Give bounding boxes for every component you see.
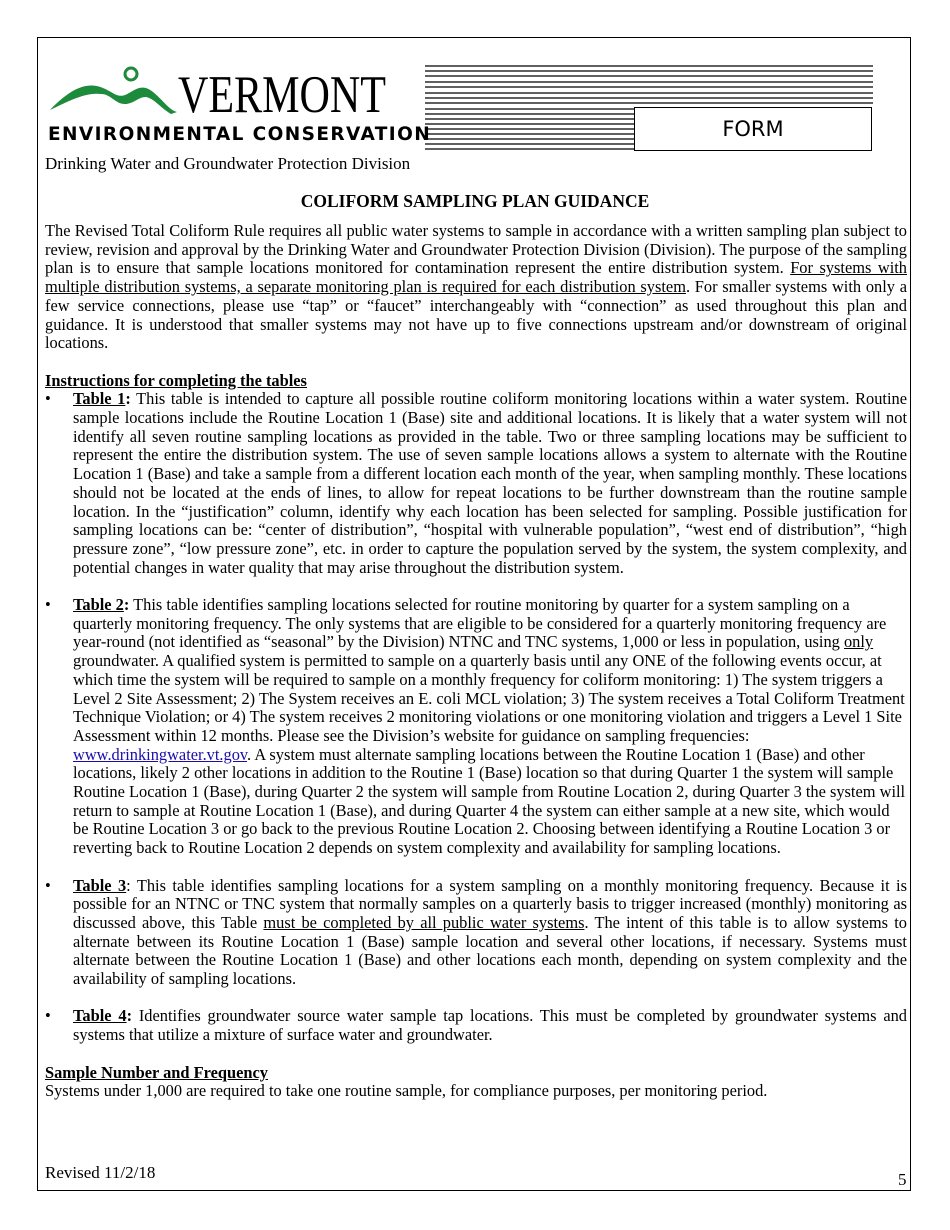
form-label-box	[634, 107, 872, 151]
table1-text: This table is intended to capture all possible routine coliform monitoring locations within a water system. Routine sample locations include the Routine Location 1 (Base) site and additional locations. It is likely that a water system will not identify all seven routine sampling locations as provided in the table. Two or three sampling locations may be sufficient to represent the entire the distribution system. The use of seven sample locations allows a system to alternate with the Routine Location 1 (Base) and take a sample from a different location each month of the year, when sampling monthly. These locations should not be located at the ends of lines, to allow for repeat locations to be further downstream than the routine sample location. In the “justification” column, identify why each location has been selected for sampling. Possible justification for sampling locations can be: “center of distribution”, “hospital with vulnerable population”, “west end of distribution”, “high pressure zone”, “low pressure zone”, etc. in order to capture the population served by the system, the system complexity, and potential changes in water quality that may arise throughout the distribution system.	[73, 389, 907, 577]
bullet: •	[45, 389, 51, 409]
table3-text-cont: . The intent of this table is to allow systems to alternate between its Routine Location 1 (Base) sample location and several other locations, if necessary. Systems must alternate between the Routine Location 1 (Base) and other locations each month, depending on system complexity and the availability of sampling locations.	[73, 912, 907, 989]
table4-label: Table 4	[73, 1006, 127, 1026]
table3-colon: :	[126, 875, 131, 895]
revision-date: Revised 11/2/18	[45, 1163, 156, 1182]
sun-icon	[125, 68, 137, 80]
list-item-table4	[45, 1007, 907, 1044]
document-body	[45, 222, 907, 1101]
table2-text: This table identifies sampling locations selected for routine monitoring by quarter for a system sampling on a quarterly monitoring frequency. The only systems that are eligible to be considered for a quarterly monitoring frequency are year-round (not identified as “seasonal” by the Division) NTNC and TNC systems, 1,000 or less in population, using	[73, 595, 887, 652]
division-name: Drinking Water and Groundwater Protection Division	[45, 154, 411, 173]
bullet: •	[45, 875, 51, 895]
table2-colon: :	[123, 595, 130, 615]
page-title: COLIFORM SAMPLING PLAN GUIDANCE	[300, 191, 650, 211]
table2-label: Table 2	[73, 595, 124, 615]
intro-text-cont: . For smaller systems with only a few service connections, please use “tap” or “faucet” interchangeably with “connection” as used throughout this plan and guidance. It is understood that smaller systems may not have up to five connections upstream and/or downstream of original locations.	[45, 277, 907, 353]
table3-text: This table identifies sampling locations for a system sampling on a monthly monitoring frequency. Because it is possible for an NTNC or TNC system that normally samples on a quarterly basis to trigger increased (monthly) monitoring as discussed above, this Table	[73, 875, 907, 932]
table4-text: Identifies groundwater source water sample tap locations. This must be completed by groundwater systems and systems that utilize a mixture of surface water and groundwater.	[73, 1006, 907, 1045]
page-number: 5	[898, 1170, 907, 1189]
bullet: •	[45, 1006, 51, 1026]
table4-colon: :	[126, 1006, 133, 1026]
sample-number-text: Systems under 1,000 are required to take one routine sample, for compliance purposes, per monitoring period.	[45, 1081, 768, 1101]
intro-text: The Revised Total Coliform Rule requires all public water systems to sample in accordance with a written sampling plan subject to review, revision and approval by the Drinking Water and Groundwater Protection Division (Division). The purpose of the sampling plan is to ensure that sample locations monitored for contamination represent the entire distribution system.	[45, 221, 907, 278]
list-item-table3	[45, 877, 907, 989]
table2-text-cont: groundwater. A qualified system is permitted to sample on a quarterly basis until any ONE of the following events occur, at which time the system will be required to sample on a monthly frequency for coliform monitoring: 1) The system triggers a Level 2 Site Assessment; 2) The System receives an E. coli MCL violation; 3) The system receives a Total Coliform Treatment Technique Violation; or 4) The system receives 2 monitoring violations or one monitoring violation and triggers a Level 1 Site Assessment within 12 months. Please see the Division’s website for guidance on sampling frequencies:	[73, 651, 905, 745]
agency-name: ENVIRONMENTAL CONSERVATION	[48, 124, 432, 145]
instructions-list	[45, 390, 907, 1045]
instructions-heading: Instructions for completing the tables	[45, 370, 307, 390]
list-item-table1	[45, 390, 907, 577]
logo-wordmark: VERMONT	[178, 66, 386, 124]
table3-underlined: must be completed by all public water systems	[263, 912, 585, 932]
table2-underlined: only	[843, 632, 874, 652]
bullet: •	[45, 595, 51, 615]
sample-number-heading: Sample Number and Frequency	[45, 1062, 268, 1082]
intro-underlined: For systems with multiple distribution systems, a separate monitoring plan is required for each distribution system	[45, 258, 908, 297]
table1-label: Table 1	[73, 389, 126, 409]
website-link[interactable]: www.drinkingwater.vt.gov	[73, 744, 248, 764]
form-label: FORM	[722, 117, 784, 141]
mountain-icon	[50, 85, 177, 114]
table2-text-end: . A system must alternate sampling locations between the Routine Location 1 (Base) and other locations, likely 2 other locations in addition to the Routine 1 (Base) location so that during Quarter 1 the system will sample Routine Location 1 (Base), during Quarter 2 the system will sample from Routine Location 2, during Quarter 3 the system will return to sample at Routine Location 1 (Base), and during Quarter 4 the system can either sample at a new site, which would be Routine Location 3 or go back to the previous Routine Location 2. Choosing between identifying a Routine Location 3 or reverting back to Routine Location 2 depends on system complexity and availability for sampling locations.	[73, 744, 906, 858]
table3-label: Table 3	[73, 875, 127, 895]
list-item-table2	[45, 596, 907, 858]
table1-colon: :	[125, 389, 131, 409]
intro-paragraph	[45, 222, 907, 353]
